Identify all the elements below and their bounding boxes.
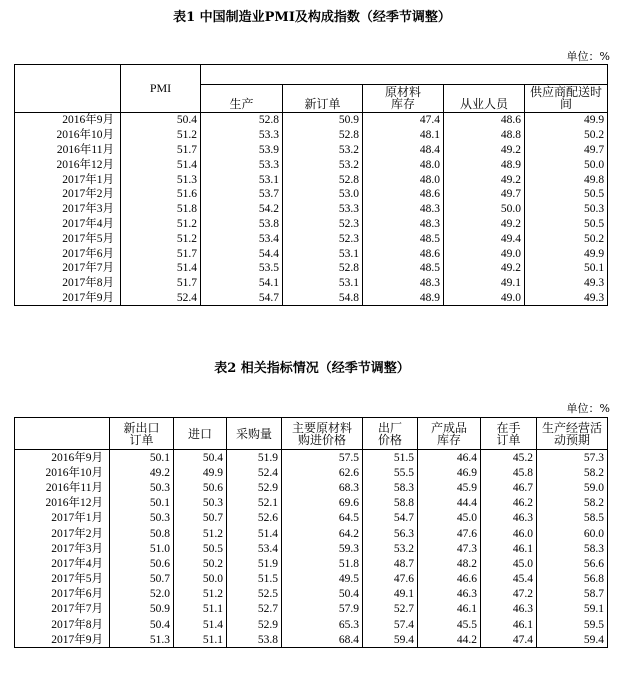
cell-value: 53.3 bbox=[283, 202, 363, 217]
cell-value: 45.0 bbox=[418, 511, 481, 526]
cell-value: 51.5 bbox=[227, 572, 282, 587]
cell-value: 59.3 bbox=[282, 541, 363, 556]
cell-value: 52.9 bbox=[227, 480, 282, 495]
cell-value: 48.3 bbox=[363, 276, 444, 291]
row-label: 2016年9月 bbox=[15, 113, 121, 128]
cell-value: 50.5 bbox=[525, 217, 608, 232]
cell-value: 57.3 bbox=[537, 450, 608, 466]
cell-value: 65.3 bbox=[282, 617, 363, 632]
table-row bbox=[15, 276, 608, 291]
cell-value: 53.8 bbox=[227, 632, 282, 648]
table2-header-col-3: 主要原材料 购进价格 bbox=[282, 418, 363, 450]
cell-value: 51.1 bbox=[174, 602, 227, 617]
cell-value: 50.2 bbox=[525, 128, 608, 143]
cell-value: 50.0 bbox=[174, 572, 227, 587]
cell-value: 45.4 bbox=[481, 572, 537, 587]
table-row bbox=[15, 572, 608, 587]
cell-value: 46.2 bbox=[481, 496, 537, 511]
table1-header-col-2: 原材料 库存 bbox=[363, 85, 444, 113]
cell-value: 51.2 bbox=[121, 231, 201, 246]
cell-value: 53.1 bbox=[283, 276, 363, 291]
table-row bbox=[15, 587, 608, 602]
cell-value: 58.2 bbox=[537, 496, 608, 511]
row-label: 2016年12月 bbox=[15, 157, 121, 172]
cell-value: 50.3 bbox=[110, 480, 174, 495]
cell-value: 46.1 bbox=[481, 617, 537, 632]
row-label: 2017年1月 bbox=[15, 511, 110, 526]
pmi-table bbox=[14, 64, 608, 306]
row-label: 2017年7月 bbox=[15, 261, 121, 276]
table2-corner bbox=[15, 418, 110, 450]
row-label: 2016年12月 bbox=[15, 496, 110, 511]
row-label: 2016年11月 bbox=[15, 480, 110, 495]
table1-header-col-0: 生产 bbox=[201, 85, 283, 113]
cell-value: 51.4 bbox=[121, 157, 201, 172]
table1-header-col-3: 从业人员 bbox=[444, 85, 525, 113]
cell-value: 47.6 bbox=[363, 572, 418, 587]
table2-header-col-0: 新出口 订单 bbox=[110, 418, 174, 450]
cell-value: 50.4 bbox=[174, 450, 227, 466]
cell-value: 68.4 bbox=[282, 632, 363, 648]
cell-value: 69.6 bbox=[282, 496, 363, 511]
cell-value: 51.6 bbox=[121, 187, 201, 202]
table2-header-col-5: 产成品 库存 bbox=[418, 418, 481, 450]
cell-value: 51.2 bbox=[174, 587, 227, 602]
cell-value: 51.2 bbox=[121, 128, 201, 143]
cell-value: 59.5 bbox=[537, 617, 608, 632]
cell-value: 53.2 bbox=[283, 157, 363, 172]
row-label: 2017年8月 bbox=[15, 276, 121, 291]
cell-value: 53.7 bbox=[201, 187, 283, 202]
table-row bbox=[15, 172, 608, 187]
cell-value: 45.8 bbox=[481, 465, 537, 480]
cell-value: 47.4 bbox=[481, 632, 537, 648]
cell-value: 46.1 bbox=[418, 602, 481, 617]
cell-value: 50.3 bbox=[110, 511, 174, 526]
cell-value: 52.3 bbox=[283, 231, 363, 246]
cell-value: 49.7 bbox=[525, 143, 608, 158]
cell-value: 51.8 bbox=[282, 556, 363, 571]
table-row bbox=[15, 480, 608, 495]
cell-value: 48.3 bbox=[363, 217, 444, 232]
cell-value: 46.9 bbox=[418, 465, 481, 480]
table-row bbox=[15, 231, 608, 246]
row-label: 2017年8月 bbox=[15, 617, 110, 632]
table1-unit: 单位：% bbox=[566, 50, 610, 63]
cell-value: 46.3 bbox=[481, 511, 537, 526]
cell-value: 56.8 bbox=[537, 572, 608, 587]
cell-value: 52.7 bbox=[363, 602, 418, 617]
row-label: 2017年5月 bbox=[15, 572, 110, 587]
cell-value: 50.5 bbox=[174, 541, 227, 556]
cell-value: 48.0 bbox=[363, 172, 444, 187]
cell-value: 50.9 bbox=[283, 113, 363, 128]
cell-value: 52.5 bbox=[227, 587, 282, 602]
cell-value: 49.2 bbox=[444, 143, 525, 158]
table2-header-col-7: 生产经营活 动预期 bbox=[537, 418, 608, 450]
cell-value: 58.8 bbox=[363, 496, 418, 511]
cell-value: 52.8 bbox=[201, 113, 283, 128]
cell-value: 51.2 bbox=[121, 217, 201, 232]
cell-value: 51.4 bbox=[174, 617, 227, 632]
cell-value: 52.7 bbox=[227, 602, 282, 617]
row-label: 2017年2月 bbox=[15, 187, 121, 202]
cell-value: 51.7 bbox=[121, 143, 201, 158]
cell-value: 51.3 bbox=[110, 632, 174, 648]
cell-value: 47.3 bbox=[418, 541, 481, 556]
cell-value: 50.4 bbox=[282, 587, 363, 602]
cell-value: 48.6 bbox=[363, 187, 444, 202]
related-indicators-table bbox=[14, 417, 608, 648]
cell-value: 51.8 bbox=[121, 202, 201, 217]
cell-value: 48.5 bbox=[363, 231, 444, 246]
cell-value: 49.7 bbox=[444, 187, 525, 202]
cell-value: 68.3 bbox=[282, 480, 363, 495]
table-row bbox=[15, 602, 608, 617]
cell-value: 53.5 bbox=[201, 261, 283, 276]
cell-value: 58.3 bbox=[363, 480, 418, 495]
cell-value: 48.5 bbox=[363, 261, 444, 276]
cell-value: 52.4 bbox=[121, 291, 201, 306]
table-row bbox=[15, 450, 608, 466]
table1-header-pmi: PMI bbox=[121, 65, 201, 113]
cell-value: 53.4 bbox=[227, 541, 282, 556]
cell-value: 53.3 bbox=[201, 128, 283, 143]
cell-value: 56.3 bbox=[363, 526, 418, 541]
cell-value: 50.1 bbox=[110, 450, 174, 466]
cell-value: 58.5 bbox=[537, 511, 608, 526]
cell-value: 45.5 bbox=[418, 617, 481, 632]
row-label: 2017年6月 bbox=[15, 246, 121, 261]
row-label: 2016年11月 bbox=[15, 143, 121, 158]
cell-value: 52.8 bbox=[283, 172, 363, 187]
table-row bbox=[15, 246, 608, 261]
cell-value: 50.3 bbox=[174, 496, 227, 511]
cell-value: 50.1 bbox=[110, 496, 174, 511]
cell-value: 50.5 bbox=[525, 187, 608, 202]
cell-value: 46.7 bbox=[481, 480, 537, 495]
table-row bbox=[15, 202, 608, 217]
cell-value: 49.2 bbox=[444, 217, 525, 232]
cell-value: 46.3 bbox=[481, 602, 537, 617]
cell-value: 50.1 bbox=[525, 261, 608, 276]
cell-value: 51.7 bbox=[121, 246, 201, 261]
cell-value: 53.8 bbox=[201, 217, 283, 232]
cell-value: 50.6 bbox=[110, 556, 174, 571]
cell-value: 51.0 bbox=[110, 541, 174, 556]
cell-value: 59.4 bbox=[537, 632, 608, 648]
table-row bbox=[15, 157, 608, 172]
row-label: 2017年2月 bbox=[15, 526, 110, 541]
cell-value: 52.4 bbox=[227, 465, 282, 480]
cell-value: 46.4 bbox=[418, 450, 481, 466]
cell-value: 48.8 bbox=[444, 128, 525, 143]
row-label: 2017年4月 bbox=[15, 556, 110, 571]
cell-value: 58.3 bbox=[537, 541, 608, 556]
cell-value: 53.0 bbox=[283, 187, 363, 202]
row-label: 2017年4月 bbox=[15, 217, 121, 232]
cell-value: 48.3 bbox=[363, 202, 444, 217]
cell-value: 48.4 bbox=[363, 143, 444, 158]
cell-value: 48.2 bbox=[418, 556, 481, 571]
cell-value: 48.0 bbox=[363, 157, 444, 172]
cell-value: 46.6 bbox=[418, 572, 481, 587]
table2-unit: 单位：% bbox=[566, 402, 610, 415]
table1-header-col-1: 新订单 bbox=[283, 85, 363, 113]
cell-value: 51.4 bbox=[121, 261, 201, 276]
row-label: 2017年9月 bbox=[15, 632, 110, 648]
cell-value: 53.1 bbox=[283, 246, 363, 261]
cell-value: 51.9 bbox=[227, 450, 282, 466]
cell-value: 53.2 bbox=[363, 541, 418, 556]
cell-value: 44.2 bbox=[418, 632, 481, 648]
table-row bbox=[15, 541, 608, 556]
cell-value: 49.2 bbox=[444, 261, 525, 276]
table-row bbox=[15, 113, 608, 128]
cell-value: 46.1 bbox=[481, 541, 537, 556]
cell-value: 50.4 bbox=[121, 113, 201, 128]
row-label: 2017年3月 bbox=[15, 202, 121, 217]
cell-value: 49.0 bbox=[444, 246, 525, 261]
cell-value: 50.7 bbox=[174, 511, 227, 526]
cell-value: 50.0 bbox=[444, 202, 525, 217]
row-label: 2017年3月 bbox=[15, 541, 110, 556]
table-row bbox=[15, 261, 608, 276]
cell-value: 49.2 bbox=[110, 465, 174, 480]
cell-value: 48.7 bbox=[363, 556, 418, 571]
cell-value: 51.9 bbox=[227, 556, 282, 571]
cell-value: 50.2 bbox=[174, 556, 227, 571]
cell-value: 51.7 bbox=[121, 276, 201, 291]
table1-header-group bbox=[201, 65, 608, 85]
cell-value: 49.9 bbox=[525, 113, 608, 128]
cell-value: 54.4 bbox=[201, 246, 283, 261]
cell-value: 50.2 bbox=[525, 231, 608, 246]
cell-value: 53.9 bbox=[201, 143, 283, 158]
cell-value: 51.4 bbox=[227, 526, 282, 541]
row-label: 2017年7月 bbox=[15, 602, 110, 617]
cell-value: 57.5 bbox=[282, 450, 363, 466]
table-row bbox=[15, 143, 608, 158]
cell-value: 49.8 bbox=[525, 172, 608, 187]
row-label: 2016年10月 bbox=[15, 465, 110, 480]
cell-value: 53.3 bbox=[201, 157, 283, 172]
table-row bbox=[15, 291, 608, 306]
cell-value: 51.1 bbox=[174, 632, 227, 648]
cell-value: 59.4 bbox=[363, 632, 418, 648]
cell-value: 51.3 bbox=[121, 172, 201, 187]
cell-value: 49.3 bbox=[525, 291, 608, 306]
cell-value: 54.8 bbox=[283, 291, 363, 306]
cell-value: 59.1 bbox=[537, 602, 608, 617]
cell-value: 52.8 bbox=[283, 261, 363, 276]
cell-value: 57.9 bbox=[282, 602, 363, 617]
table1-header-col-4: 供应商配送时 间 bbox=[525, 85, 608, 113]
cell-value: 52.1 bbox=[227, 496, 282, 511]
table-row bbox=[15, 187, 608, 202]
row-label: 2017年1月 bbox=[15, 172, 121, 187]
row-label: 2017年9月 bbox=[15, 291, 121, 306]
table-row bbox=[15, 465, 608, 480]
table-row bbox=[15, 511, 608, 526]
cell-value: 48.1 bbox=[363, 128, 444, 143]
table-row bbox=[15, 526, 608, 541]
cell-value: 54.1 bbox=[201, 276, 283, 291]
cell-value: 47.4 bbox=[363, 113, 444, 128]
table2-header-col-2: 采购量 bbox=[227, 418, 282, 450]
cell-value: 53.4 bbox=[201, 231, 283, 246]
cell-value: 59.0 bbox=[537, 480, 608, 495]
cell-value: 64.2 bbox=[282, 526, 363, 541]
cell-value: 48.9 bbox=[363, 291, 444, 306]
cell-value: 44.4 bbox=[418, 496, 481, 511]
table-row bbox=[15, 128, 608, 143]
table-row bbox=[15, 556, 608, 571]
cell-value: 53.1 bbox=[201, 172, 283, 187]
cell-value: 47.6 bbox=[418, 526, 481, 541]
row-label: 2016年10月 bbox=[15, 128, 121, 143]
table2-title: 表2 相关指标情况（经季节调整） bbox=[214, 361, 410, 376]
cell-value: 57.4 bbox=[363, 617, 418, 632]
cell-value: 49.9 bbox=[525, 246, 608, 261]
cell-value: 48.6 bbox=[363, 246, 444, 261]
cell-value: 45.2 bbox=[481, 450, 537, 466]
cell-value: 52.0 bbox=[110, 587, 174, 602]
table1-title: 表1 中国制造业PMI及构成指数（经季节调整） bbox=[173, 10, 451, 25]
cell-value: 50.4 bbox=[110, 617, 174, 632]
cell-value: 50.9 bbox=[110, 602, 174, 617]
row-label: 2017年5月 bbox=[15, 231, 121, 246]
cell-value: 58.7 bbox=[537, 587, 608, 602]
row-label: 2017年6月 bbox=[15, 587, 110, 602]
table-row bbox=[15, 496, 608, 511]
cell-value: 46.3 bbox=[418, 587, 481, 602]
cell-value: 50.0 bbox=[525, 157, 608, 172]
table2-header-col-4: 出厂 价格 bbox=[363, 418, 418, 450]
table2-header-col-1: 进口 bbox=[174, 418, 227, 450]
table-row bbox=[15, 632, 608, 648]
cell-value: 50.7 bbox=[110, 572, 174, 587]
cell-value: 49.5 bbox=[282, 572, 363, 587]
cell-value: 64.5 bbox=[282, 511, 363, 526]
cell-value: 49.1 bbox=[444, 276, 525, 291]
cell-value: 52.8 bbox=[283, 128, 363, 143]
cell-value: 50.6 bbox=[174, 480, 227, 495]
cell-value: 45.0 bbox=[481, 556, 537, 571]
table2-header-col-6: 在手 订单 bbox=[481, 418, 537, 450]
cell-value: 49.4 bbox=[444, 231, 525, 246]
cell-value: 46.0 bbox=[481, 526, 537, 541]
cell-value: 49.1 bbox=[363, 587, 418, 602]
row-label: 2016年9月 bbox=[15, 450, 110, 466]
cell-value: 56.6 bbox=[537, 556, 608, 571]
table-row bbox=[15, 617, 608, 632]
table-row bbox=[15, 217, 608, 232]
cell-value: 58.2 bbox=[537, 465, 608, 480]
cell-value: 53.2 bbox=[283, 143, 363, 158]
cell-value: 54.7 bbox=[201, 291, 283, 306]
cell-value: 51.5 bbox=[363, 450, 418, 466]
cell-value: 49.2 bbox=[444, 172, 525, 187]
cell-value: 50.8 bbox=[110, 526, 174, 541]
cell-value: 55.5 bbox=[363, 465, 418, 480]
table1-corner bbox=[15, 65, 121, 113]
cell-value: 62.6 bbox=[282, 465, 363, 480]
cell-value: 60.0 bbox=[537, 526, 608, 541]
cell-value: 48.6 bbox=[444, 113, 525, 128]
cell-value: 54.2 bbox=[201, 202, 283, 217]
cell-value: 52.9 bbox=[227, 617, 282, 632]
cell-value: 52.3 bbox=[283, 217, 363, 232]
cell-value: 54.7 bbox=[363, 511, 418, 526]
cell-value: 48.9 bbox=[444, 157, 525, 172]
cell-value: 51.2 bbox=[174, 526, 227, 541]
cell-value: 47.2 bbox=[481, 587, 537, 602]
cell-value: 45.9 bbox=[418, 480, 481, 495]
cell-value: 52.6 bbox=[227, 511, 282, 526]
cell-value: 49.9 bbox=[174, 465, 227, 480]
cell-value: 49.0 bbox=[444, 291, 525, 306]
cell-value: 50.3 bbox=[525, 202, 608, 217]
cell-value: 49.3 bbox=[525, 276, 608, 291]
